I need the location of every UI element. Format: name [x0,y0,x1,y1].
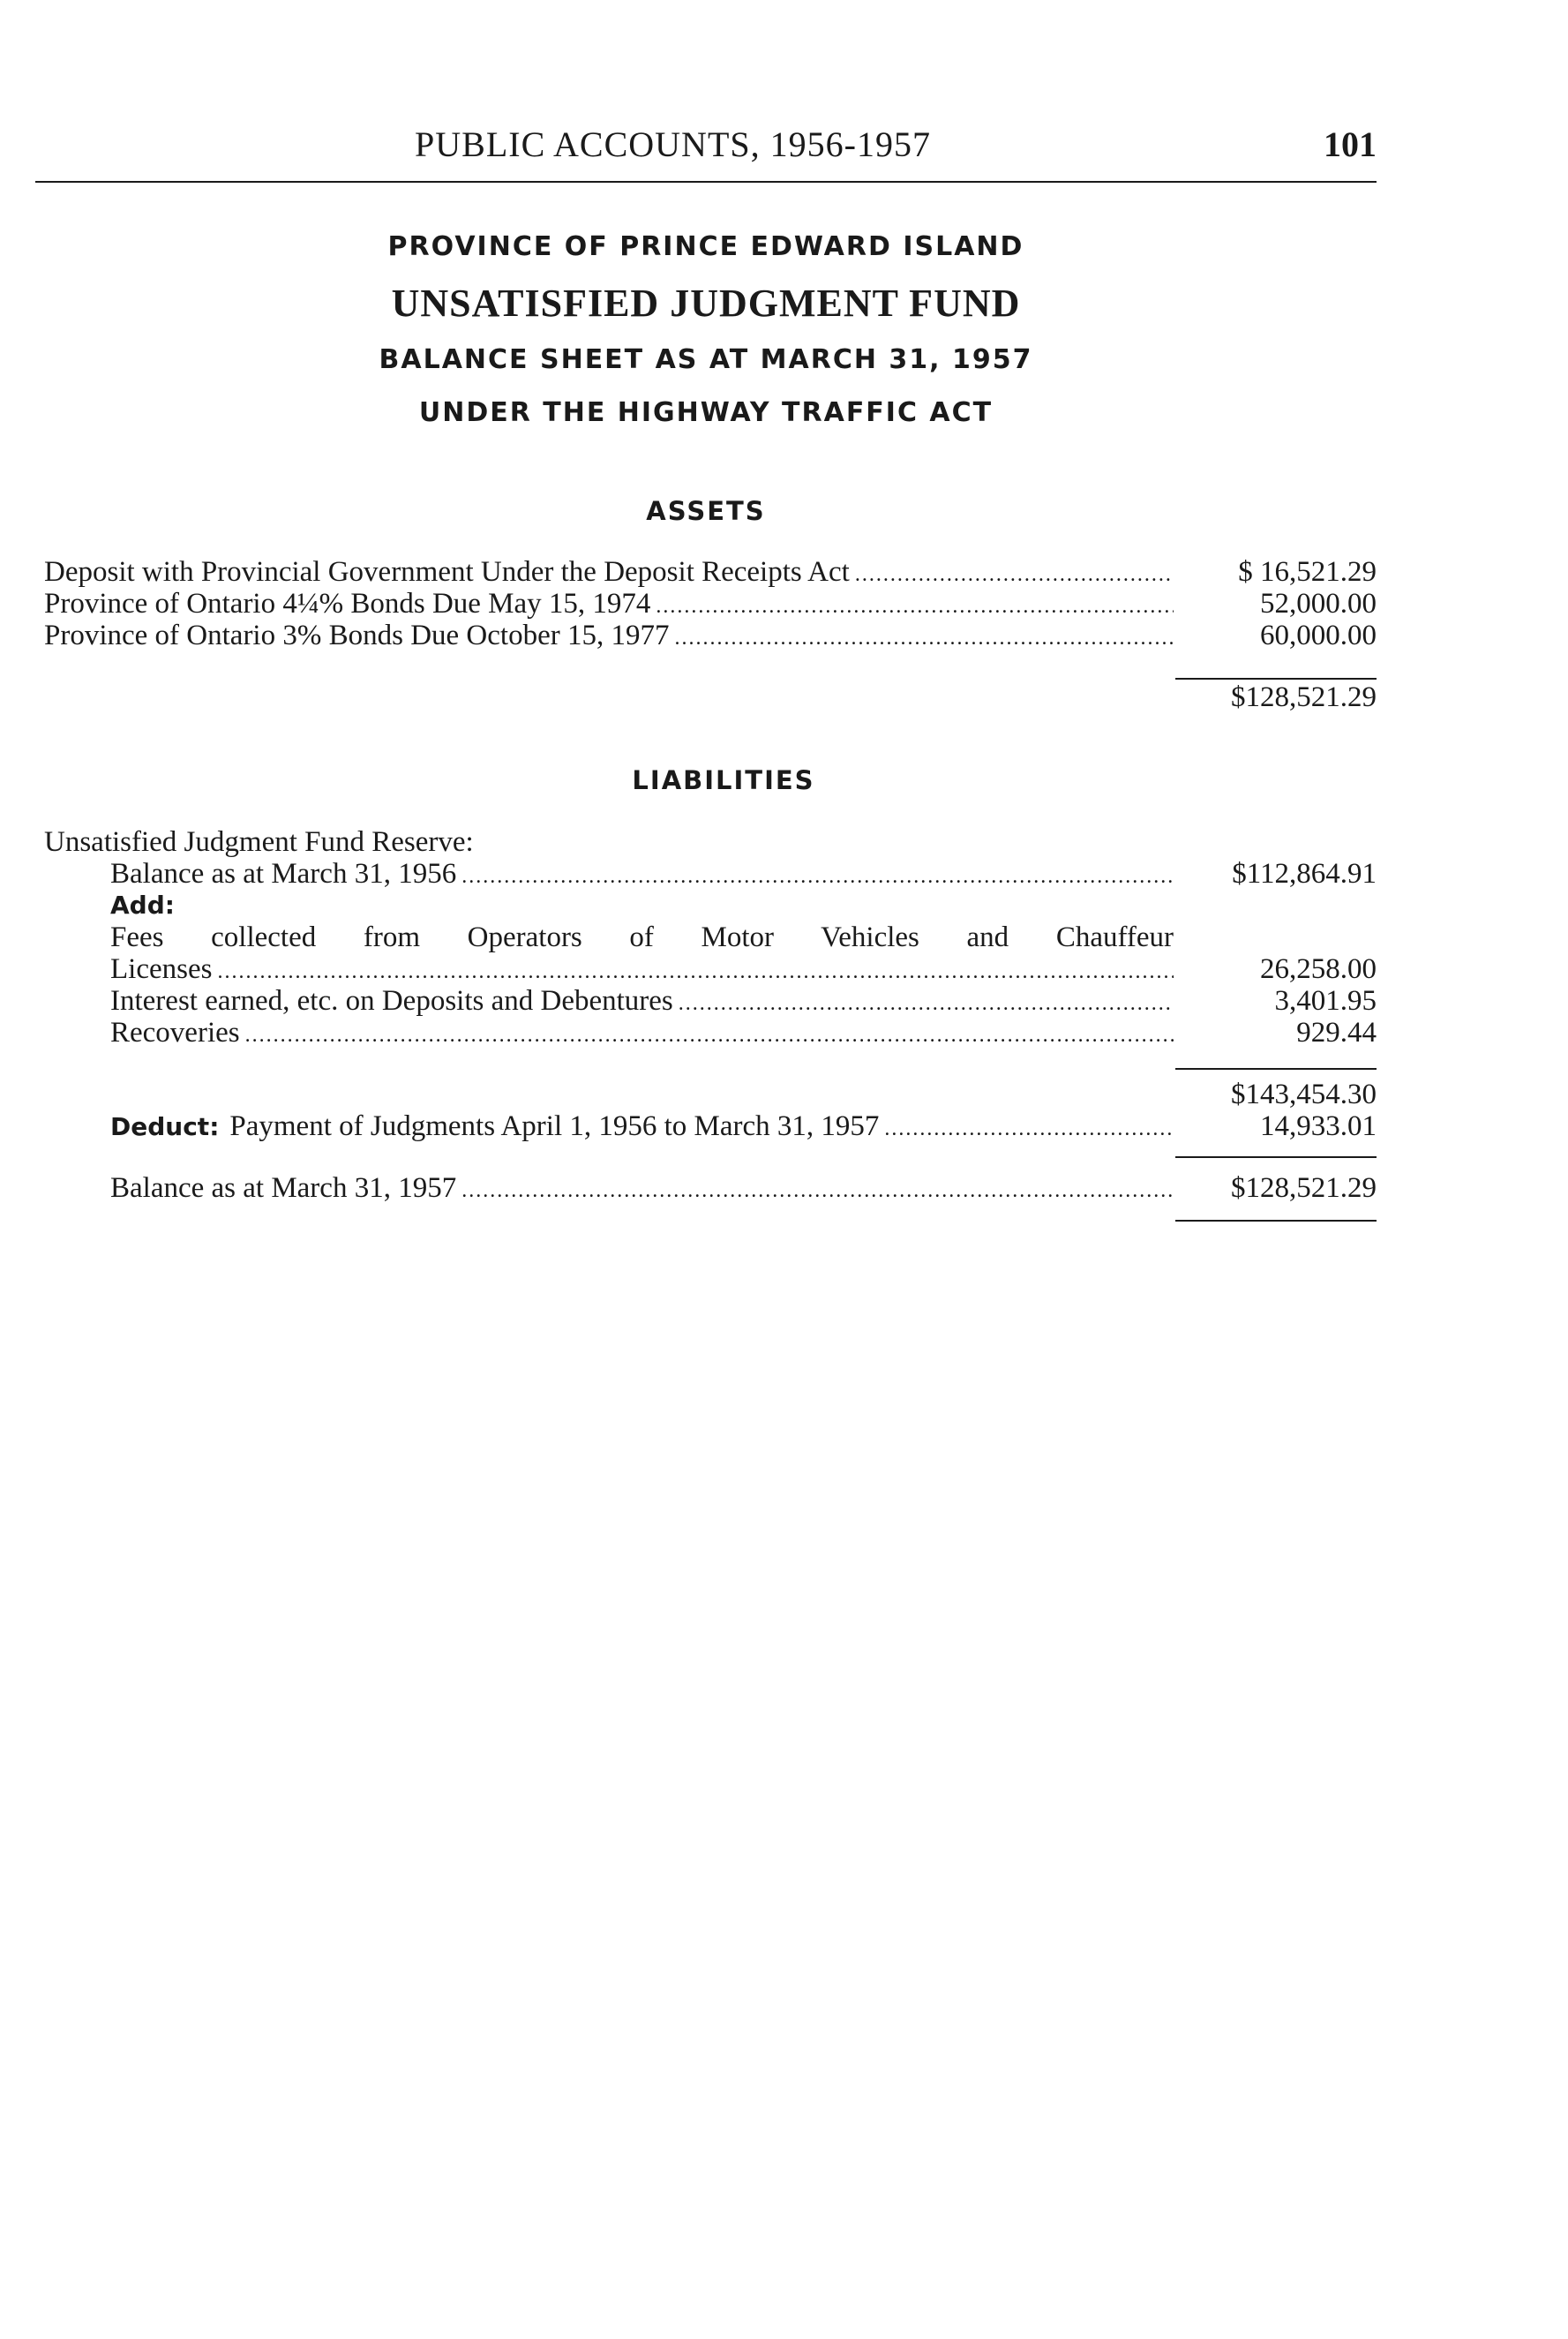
asset-line-ontario-1974 [44,586,1377,621]
add-label: Add: [110,891,175,920]
page-number: 101 [1324,124,1377,164]
subtotal-rule [1175,1068,1377,1070]
asset-label-ontario-1977: Province of Ontario 3% Bonds Due October 15, 1977 [44,620,670,651]
leader-dots [461,859,1174,891]
running-header [35,124,1377,185]
deduct-amount: 14,933.01 [1260,1110,1377,1142]
fees-line-2 [44,951,1377,987]
leader-dots [245,1018,1174,1050]
assets-total-line [44,680,1377,715]
assets-total: $128,521.29 [1231,681,1377,713]
recoveries-label: Recoveries [110,1017,240,1049]
interest-amount: 3,401.95 [1274,985,1377,1017]
fees-amount: 26,258.00 [1260,953,1377,985]
header-rule [35,181,1377,183]
asset-label-ontario-1974: Province of Ontario 4¼% Bonds Due May 15, 1974 [44,588,651,620]
fund-heading: UNSATISFIED JUDGMENT FUND [391,282,1021,325]
asset-line-ontario-1977 [44,618,1377,653]
fees-line-1: Fees collected from Operators of Motor Vehicles and Chauffeur [110,921,1174,953]
closing-balance-line [44,1170,1377,1206]
province-heading: PROVINCE OF PRINCE EDWARD ISLAND [387,231,1024,262]
opening-balance-amount: $112,864.91 [1232,858,1377,890]
recoveries-line [44,1015,1377,1050]
running-title: PUBLIC ACCOUNTS, 1956-1957 [415,124,931,164]
liabilities-heading: LIABILITIES [632,765,815,795]
leader-dots [679,986,1174,1019]
opening-balance-line [44,856,1377,891]
deduct-label: Deduct: [110,1112,220,1141]
closing-double-rule [1175,1220,1377,1222]
leader-dots [656,589,1174,621]
subtotal-line [44,1077,1377,1112]
recoveries-amount: 929.44 [1296,1017,1377,1049]
asset-line-deposit [44,554,1377,590]
leader-dots [461,1173,1174,1206]
asset-label-deposit: Deposit with Provincial Government Under the Deposit Receipts Act [44,556,850,588]
reserve-label: Unsatisfied Judgment Fund Reserve: [44,826,474,858]
closing-balance-label: Balance as at March 31, 1957 [110,1172,457,1204]
subtotal-amount: $143,454.30 [1231,1079,1377,1110]
act-heading: UNDER THE HIGHWAY TRAFFIC ACT [418,397,994,428]
asset-amount-deposit: $ 16,521.29 [1238,556,1377,588]
asset-amount-ontario-1977: 60,000.00 [1260,620,1377,651]
leader-dots [217,954,1174,987]
opening-balance-label: Balance as at March 31, 1956 [110,858,457,890]
leader-dots [855,557,1174,590]
assets-heading: ASSETS [646,496,766,526]
balance-sheet-heading: BALANCE SHEET AS AT MARCH 31, 1957 [379,344,1033,375]
deduct-line [44,1109,1377,1144]
asset-amount-ontario-1974: 52,000.00 [1260,588,1377,620]
closing-balance-amount: $128,521.29 [1231,1172,1377,1204]
closing-balance-rule [1175,1156,1377,1158]
leader-dots [884,1111,1174,1144]
interest-label: Interest earned, etc. on Deposits and Debentures [110,985,673,1017]
interest-line [44,983,1377,1019]
deduct-text: Payment of Judgments April 1, 1956 to March 31, 1957 [229,1110,880,1142]
fees-label: Licenses [110,953,213,985]
leader-dots [674,620,1174,653]
